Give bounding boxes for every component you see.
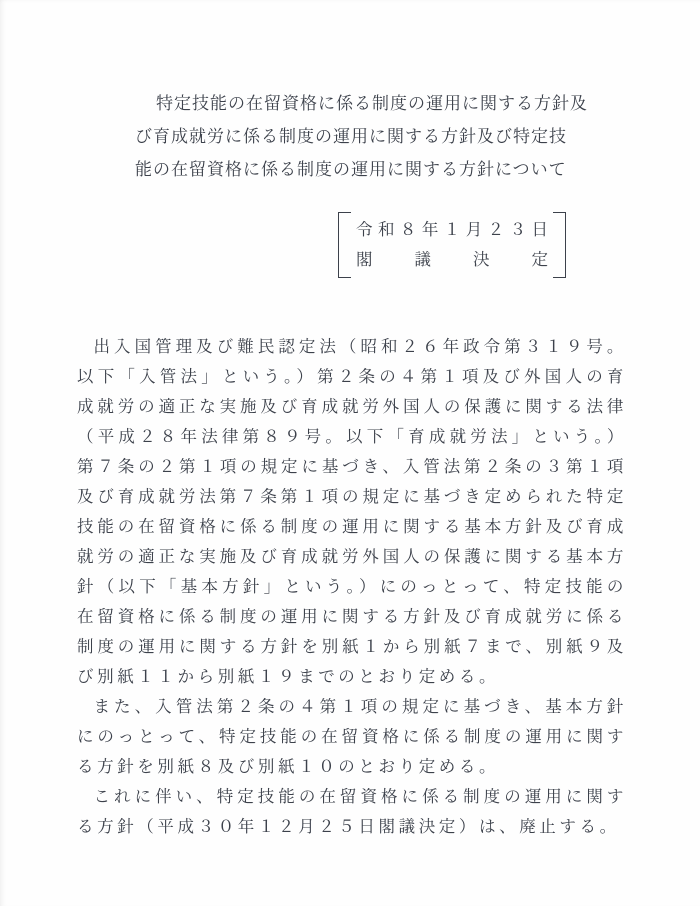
title-line-1: 特定技能の在留資格に係る制度の運用に関する方針及 <box>156 94 588 113</box>
right-bracket-icon <box>553 212 566 278</box>
body-paragraph-3: これに伴い、特定技能の在留資格に係る制度の運用に関する方針（平成３０年１２月２５日閣議決定）は、廃止する。 <box>77 787 627 836</box>
cabinet-decision-box <box>338 212 566 278</box>
decision-date: 令和８年１月２３日 <box>356 220 548 239</box>
body-paragraph-1: 出入国管理及び難民認定法（昭和２６年政令第３１９号。以下「入管法」という。）第２条の４第１項及び外国人の育成就労の適正な実施及び育成就労外国人の保護に関する法律（平成２８年法律第８９号。以下「育成就労法」という。）第７条の２第１項の規定に基づき、入管法第２条の３第１項及び育成就労法第７条第１項の規定に基づき定められた特定技能の在留資格に係る制度の運用に関する基本方針及び育成就労の適正な実施及び育成就労外国人の保護に関する基本方針（以下「基本方針」という。）にのっとって、特定技能の在留資格に係る制度の運用に関する方針及び育成就労に係る制度の運用に関する方針を別紙１から別紙７まで、別紙９及び別紙１１から別紙１９までのとおり定める。 <box>77 337 627 686</box>
title-line-2: び育成就労に係る制度の運用に関する方針及び特定技 <box>135 127 567 146</box>
decision-content <box>351 212 553 278</box>
document-title <box>135 87 605 186</box>
left-bracket-icon <box>338 212 351 278</box>
decision-label: 閣議決定 <box>356 250 548 269</box>
title-line-3: 能の在留資格に係る制度の運用に関する方針について <box>135 160 567 179</box>
document-body <box>77 332 627 842</box>
body-paragraph-2: また、入管法第２条の４第１項の規定に基づき、基本方針にのっとって、特定技能の在留資格に係る制度の運用に関する方針を別紙８及び別紙１０のとおり定める。 <box>77 697 627 776</box>
